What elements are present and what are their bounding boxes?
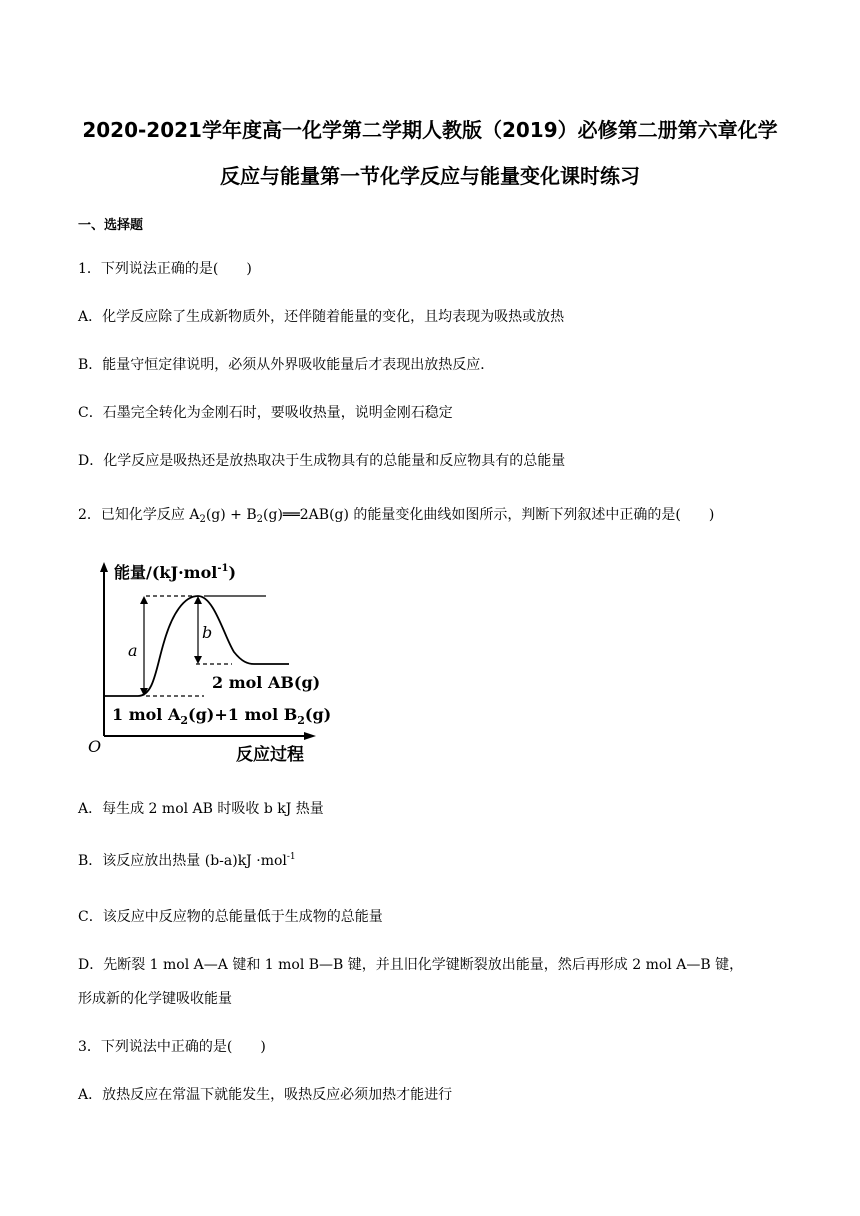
q1-option-a: A．化学反应除了生成新物质外，还伴随着能量的变化，且均表现为吸热或放热 (78, 309, 565, 325)
y-axis-arrow-icon (100, 562, 108, 572)
q2-option-c: C．该反应中反应物的总能量低于生成物的总能量 (78, 909, 383, 925)
label-b: b (202, 623, 213, 642)
q1-stem: 1．下列说法正确的是( ) (78, 261, 252, 277)
q2-stem: 2．已知化学反应 $A_2(g)$ + $B_2(g)══2AB(g)$ 的能量变化曲线如图所示，判断下列叙述中正确的是( ) (78, 507, 715, 525)
arrow-a-up-icon (140, 596, 148, 604)
q2-option-a: A．每生成 2 mol AB 时吸收 b kJ 热量 (78, 801, 324, 817)
q3-option-a: A．放热反应在常温下就能发生，吸热反应必须加热才能进行 (78, 1087, 453, 1103)
y-axis-label: 能量/(kJ·mol$^{-1}$) (114, 563, 237, 582)
section-heading: 一、选择题 (78, 218, 144, 233)
x-axis-label: 反应过程 (236, 745, 304, 765)
product-label: 2 mol AB(g) (212, 673, 321, 692)
origin-label: O (88, 737, 102, 756)
reactant-label: 1 mol $A_2(g)+1$ mol $B_2(g)$ (112, 705, 332, 727)
document-title-line2: 反应与能量第一节化学反应与能量变化课时练习 (220, 164, 640, 188)
q2-option-d-line2: 形成新的化学键吸收能量 (78, 991, 232, 1007)
q2-option-d-line1: D．先断裂 1 mol A—A 键和 1 mol B—B 键，并且旧化学键断裂放出能量，然后再形成 2 mol A—B 键， (78, 957, 744, 973)
q2-option-b: B．该反应放出热量 (b-a)kJ ·mol$^{-1}$ (78, 852, 296, 869)
q1-option-b: B．能量守恒定律说明，必须从外界吸收能量后才表现出放热反应． (78, 357, 495, 373)
label-a: a (128, 641, 138, 660)
q3-stem: 3．下列说法中正确的是( ) (78, 1039, 266, 1055)
x-axis-arrow-icon (304, 732, 316, 740)
energy-diagram (84, 556, 344, 768)
document-title-line1: 2020-2021学年度高一化学第二学期人教版（2019）必修第二册第六章化学 (82, 118, 778, 142)
q1-option-d: D．化学反应是吸热还是放热取决于生成物具有的总能量和反应物具有的总能量 (78, 453, 566, 469)
q1-option-c: C．石墨完全转化为金刚石时，要吸收热量，说明金刚石稳定 (78, 405, 453, 421)
arrow-b-down-icon (194, 656, 202, 664)
